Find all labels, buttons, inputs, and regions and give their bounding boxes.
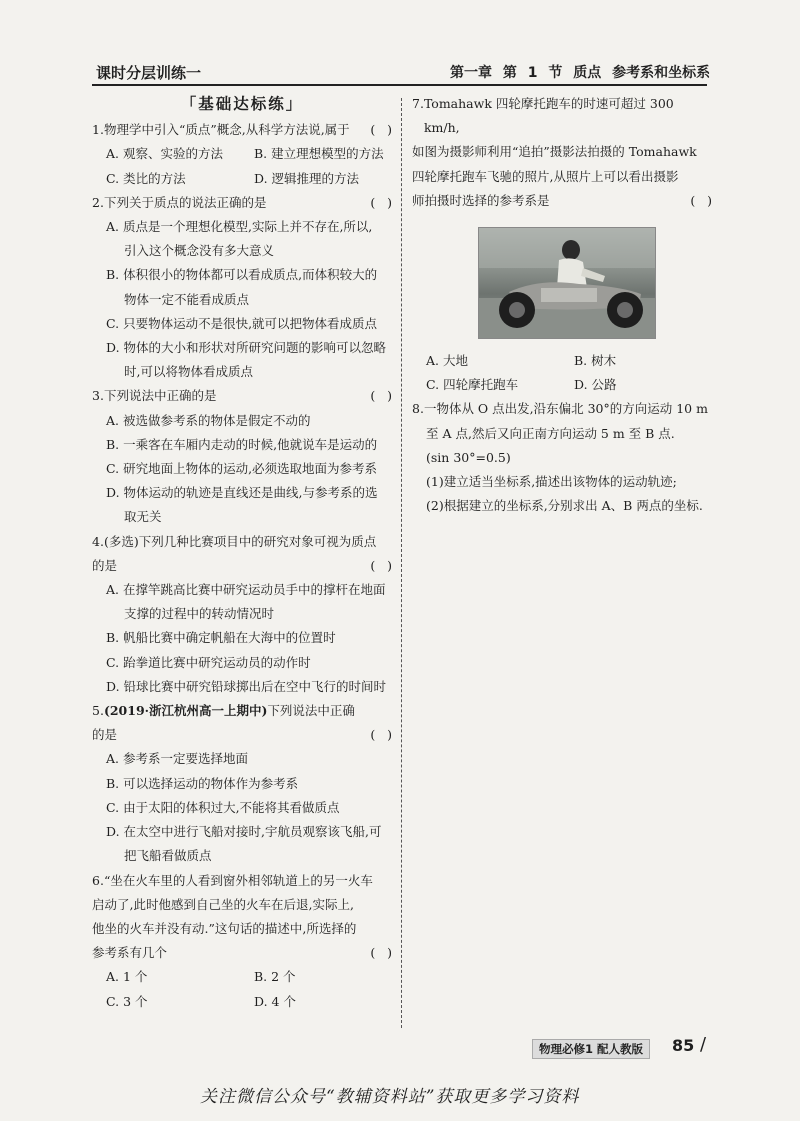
- option-d: [92, 820, 392, 868]
- option-c: C. 四轮摩托跑车: [426, 377, 519, 393]
- question-stem-line: 启动了,此时他感到自己坐的火车在后退,实际上,: [92, 896, 354, 912]
- option-a: [92, 409, 392, 433]
- option-c: C. 类比的方法: [106, 170, 186, 186]
- option-text: C. 只要物体运动不是很快,就可以把物体看成质点: [106, 315, 378, 331]
- option-c: [92, 651, 392, 675]
- question-1: [92, 118, 392, 191]
- section-title: 「基础达标练」: [180, 95, 304, 113]
- header-rule: [92, 84, 707, 86]
- answer-bracket: ( ): [370, 122, 392, 138]
- option-text: A. 在撑竿跳高比赛中研究运动员手中的撑杆在地面: [106, 582, 386, 598]
- option-text: B. 体积很小的物体都可以看成质点,而体积较大的: [106, 267, 378, 283]
- option-continuation: 取无关: [124, 509, 162, 525]
- answer-bracket: ( ): [370, 945, 392, 961]
- option-continuation: 时,可以将物体看成质点: [124, 364, 253, 380]
- question-stem-line: 师拍摄时选择的参考系是: [412, 192, 550, 208]
- question-number: 1.: [92, 122, 104, 138]
- option-a: [92, 747, 392, 771]
- question-number: 6.: [92, 872, 104, 888]
- option-b: B. 建立理想模型的方法: [254, 146, 384, 162]
- question-stem-line: 如图为摄影师利用“追拍”摄影法拍摄的 Tomahawk: [412, 144, 697, 160]
- answer-bracket: ( ): [370, 557, 392, 573]
- option-text: D. 铅球比赛中研究铅球掷出后在空中飞行的时间时: [106, 678, 387, 694]
- option-a: A. 1 个: [106, 969, 148, 985]
- page-slash: /: [700, 1034, 707, 1055]
- question-7: [412, 92, 712, 397]
- option-a: [92, 215, 392, 263]
- question-stem: 下列关于质点的说法正确的是: [103, 194, 267, 210]
- question-5: [92, 699, 392, 868]
- option-b: B. 树木: [574, 353, 617, 369]
- column-divider: [401, 98, 402, 1028]
- option-b: B. 2 个: [254, 969, 296, 985]
- option-text: D. 物体的大小和形状对所研究问题的影响可以忽略: [106, 340, 387, 356]
- option-b: [92, 626, 392, 650]
- option-d: D. 逻辑推理的方法: [254, 170, 360, 186]
- option-text: A. 被选做参考系的物体是假定不动的: [106, 412, 311, 428]
- question-2: [92, 191, 392, 385]
- question-3: [92, 384, 392, 529]
- option-continuation: 引入这个概念没有多大意义: [124, 243, 275, 259]
- option-continuation: 支撑的过程中的转动情况时: [124, 606, 275, 622]
- option-text: C. 由于太阳的体积过大,不能将其看做质点: [106, 799, 340, 815]
- option-text: D. 在太空中进行飞船对接时,宇航员观察该飞船,可: [106, 824, 382, 840]
- question-stem-line: 他坐的火车并没有动.”这句话的描述中,所选择的: [92, 920, 357, 936]
- right-column: [412, 92, 712, 518]
- option-text: D. 物体运动的轨迹是直线还是曲线,与参考系的选: [106, 485, 378, 501]
- option-text: C. 研究地面上物体的运动,必须选取地面为参考系: [106, 461, 378, 477]
- question-stem: “坐在火车里的人看到窗外相邻轨道上的另一火车: [103, 872, 373, 888]
- question-stem-line: 四轮摩托跑车飞驰的照片,从照片上可以看出摄影: [412, 168, 679, 184]
- option-b: [92, 772, 392, 796]
- option-continuation: 把飞船看做质点: [124, 848, 212, 864]
- question-6: [92, 869, 392, 1014]
- question-source: (2019·浙江杭州高一上期中): [103, 703, 268, 719]
- question-stem-line2: 的是: [92, 727, 118, 743]
- option-a: A. 大地: [426, 353, 468, 369]
- option-continuation: 物体一定不能看成质点: [124, 291, 250, 307]
- option-d: [92, 336, 392, 384]
- question-stem: Tomahawk 四轮摩托跑车的时速可超过 300 km/h,: [423, 96, 674, 136]
- left-column: [92, 92, 392, 1014]
- option-a: [92, 578, 392, 626]
- answer-bracket: ( ): [370, 727, 392, 743]
- question-number: 3.: [92, 388, 104, 404]
- answer-bracket: ( ): [690, 192, 712, 208]
- option-text: C. 跆拳道比赛中研究运动员的动作时: [106, 654, 311, 670]
- option-text: A. 质点是一个理想化模型,实际上并不存在,所以,: [106, 219, 373, 235]
- option-a: A. 观察、实验的方法: [106, 146, 223, 162]
- question-number: 7.: [412, 96, 424, 111]
- option-c: C. 3 个: [106, 993, 148, 1009]
- option-d: D. 公路: [574, 377, 617, 393]
- question-stem: (多选)下列几种比赛项目中的研究对象可视为质点: [103, 533, 377, 549]
- option-b: [92, 263, 392, 311]
- motorcycle-photo: [478, 227, 656, 339]
- question-stem-line: 至 A 点,然后又向正南方向运动 5 m 至 B 点.: [426, 425, 675, 441]
- option-c: [92, 796, 392, 820]
- option-text: A. 参考系一定要选择地面: [106, 751, 248, 767]
- page-number: 85: [672, 1036, 695, 1055]
- sub-question-1: (1)建立适当坐标系,描述出该物体的运动轨迹;: [426, 474, 677, 490]
- book-badge: 物理必修1 配人教版: [532, 1039, 650, 1059]
- option-text: B. 一乘客在车厢内走动的时候,他就说车是运动的: [106, 436, 378, 452]
- option-b: [92, 433, 392, 457]
- question-stem-line: (sin 30°=0.5): [426, 449, 511, 465]
- option-text: B. 帆船比赛中确定帆船在大海中的位置时: [106, 630, 336, 646]
- question-stem: 下列说法中正确的是: [103, 388, 217, 404]
- question-4: [92, 530, 392, 699]
- question-stem: 一物体从 O 点出发,沿东偏北 30°的方向运动 10 m: [423, 401, 708, 417]
- question-number: 8.: [412, 401, 424, 417]
- answer-bracket: ( ): [370, 388, 392, 404]
- option-c: [92, 457, 392, 481]
- question-number: 5.: [92, 703, 104, 719]
- watermark-text: 关注微信公众号“教辅资料站”获取更多学习资料: [200, 1087, 580, 1107]
- option-d: [92, 481, 392, 529]
- option-text: B. 可以选择运动的物体作为参考系: [106, 775, 299, 791]
- question-number: 4.: [92, 533, 104, 549]
- question-stem-line: 参考系有几个: [92, 945, 168, 961]
- option-d: [92, 675, 392, 699]
- option-c: [92, 312, 392, 336]
- question-8: [412, 397, 712, 518]
- answer-bracket: ( ): [370, 194, 392, 210]
- question-stem: 物理学中引入“质点”概念,从科学方法说,属于: [103, 122, 350, 138]
- question-stem: 下列说法中正确: [267, 703, 355, 719]
- header-left: 课时分层训练一: [96, 64, 202, 82]
- question-stem-line2: 的是: [92, 557, 118, 573]
- option-d: D. 4 个: [254, 993, 296, 1009]
- header-right: 第一章 第 1 节 质点 参考系和坐标系: [450, 65, 711, 81]
- question-number: 2.: [92, 194, 104, 210]
- sub-question-2: (2)根据建立的坐标系,分别求出 A、B 两点的坐标.: [426, 498, 703, 514]
